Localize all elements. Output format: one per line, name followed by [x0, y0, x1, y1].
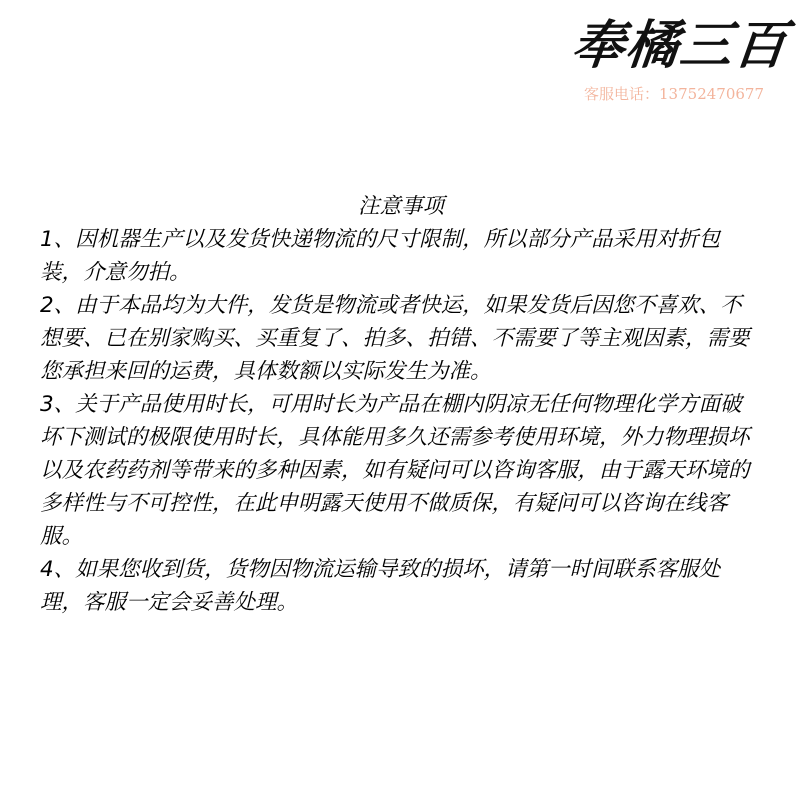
- notice-title: 注意事项: [357, 194, 444, 219]
- notice-item-4: 4、如果您收到货，货物因物流运输导致的损坏，请第一时间联系客服处理，客服一定会妥善处理。: [40, 557, 721, 615]
- phone-label: 客服电话：: [584, 85, 660, 103]
- brand-logo: 奉橘三百: [568, 15, 792, 76]
- phone-number: 13752470677: [659, 85, 764, 103]
- notice-item-1: 1、因机器生产以及发货快递物流的尺寸限制，所以部分产品采用对折包装，介意勿拍。: [40, 227, 721, 285]
- notice-section: [40, 190, 762, 619]
- notice-item-3: 3、关于产品使用时长，可用时长为产品在棚内阴凉无任何物理化学方面破坏下测试的极限使用时长，具体能用多久还需参考使用环境，外力物理损坏以及农药药剂等带来的多种因素，如有疑问可以咨询客服，由于露天环境的多样性与不可控性，在此申明露天使用不做质保，有疑问可以咨询在线客服。: [40, 392, 750, 549]
- notice-item-2: 2、由于本品均为大件，发货是物流或者快运，如果发货后因您不喜欢、不想要、已在别家购买、买重复了、拍多、拍错、不需要了等主观因素，需要您承担来回的运费，具体数额以实际发生为准。: [40, 293, 750, 384]
- customer-service-phone: [584, 83, 764, 104]
